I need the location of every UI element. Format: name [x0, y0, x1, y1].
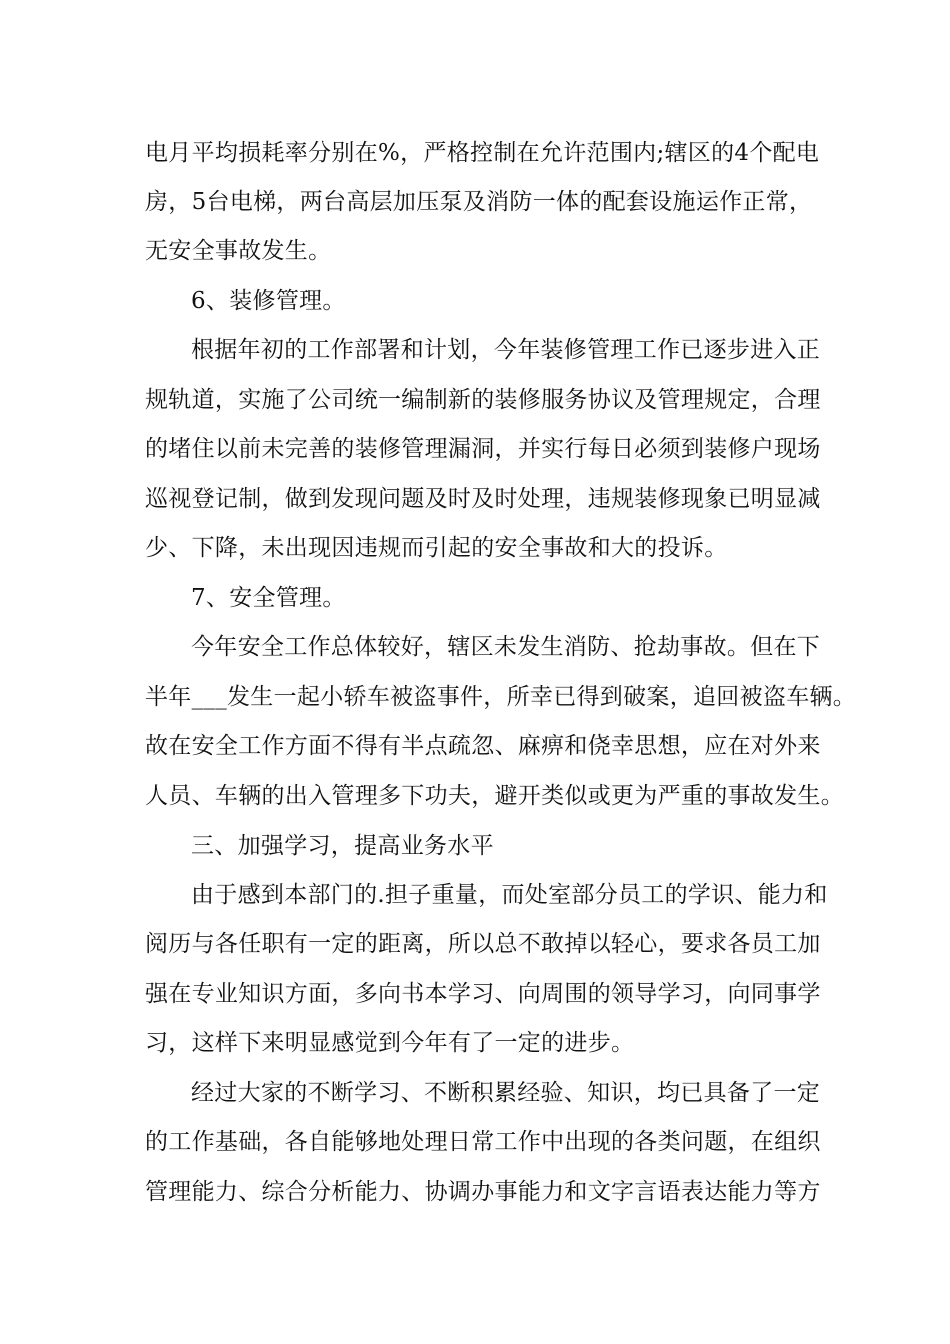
text-line: 房，5台电梯，两台高层加压泵及消防一体的配套设施运作正常，	[145, 189, 813, 215]
text-line: 经过大家的不断学习、不断积累经验、知识，均已具备了一定	[191, 1080, 821, 1106]
text-line: 的堵住以前未完善的装修管理漏洞，并实行每日必须到装修户现场	[145, 436, 821, 462]
text-line: 规轨道，实施了公司统一编制新的装修服务协议及管理规定，合理	[145, 387, 821, 413]
text-line: 今年安全工作总体较好，辖区未发生消防、抢劫事故。但在下	[191, 634, 821, 660]
text-line: 习，这样下来明显感觉到今年有了一定的进步。	[145, 1030, 635, 1056]
text-line: 强在专业知识方面，多向书本学习、向周围的领导学习，向同事学	[145, 981, 821, 1007]
text-line: 电月平均损耗率分别在%，严格控制在允许范围内;辖区的4个配电	[145, 140, 820, 166]
text-line: 人员、车辆的出入管理多下功夫，避开类似或更为严重的事故发生。	[145, 783, 844, 809]
text-line: 少、下降，未出现因违规而引起的安全事故和大的投诉。	[145, 535, 728, 561]
text-line: 管理能力、综合分析能力、协调办事能力和文字言语表达能力等方	[145, 1179, 821, 1205]
section-heading: 7、安全管理。	[191, 585, 346, 611]
text-line: 根据年初的工作部署和计划，今年装修管理工作已逐步进入正	[191, 337, 821, 363]
text-line: 无安全事故发生。	[145, 238, 332, 264]
text-line: 巡视登记制，做到发现问题及时及时处理，违规装修现象已明显减	[145, 486, 821, 512]
section-heading: 三、加强学习，提高业务水平	[191, 833, 494, 859]
text-line: 半年___发生一起小轿车被盗事件，所幸已得到破案，追回被盗车辆。	[145, 684, 857, 710]
text-line: 的工作基础，各自能够地处理日常工作中出现的各类问题，在组织	[145, 1129, 821, 1155]
section-heading: 6、装修管理。	[191, 288, 346, 314]
text-line: 由于感到本部门的.担子重量，而处室部分员工的学识、能力和	[191, 882, 828, 908]
text-line: 阅历与各任职有一定的距离，所以总不敢掉以轻心，要求各员工加	[145, 931, 821, 957]
text-line: 故在安全工作方面不得有半点疏忽、麻痹和侥幸思想，应在对外来	[145, 733, 821, 759]
